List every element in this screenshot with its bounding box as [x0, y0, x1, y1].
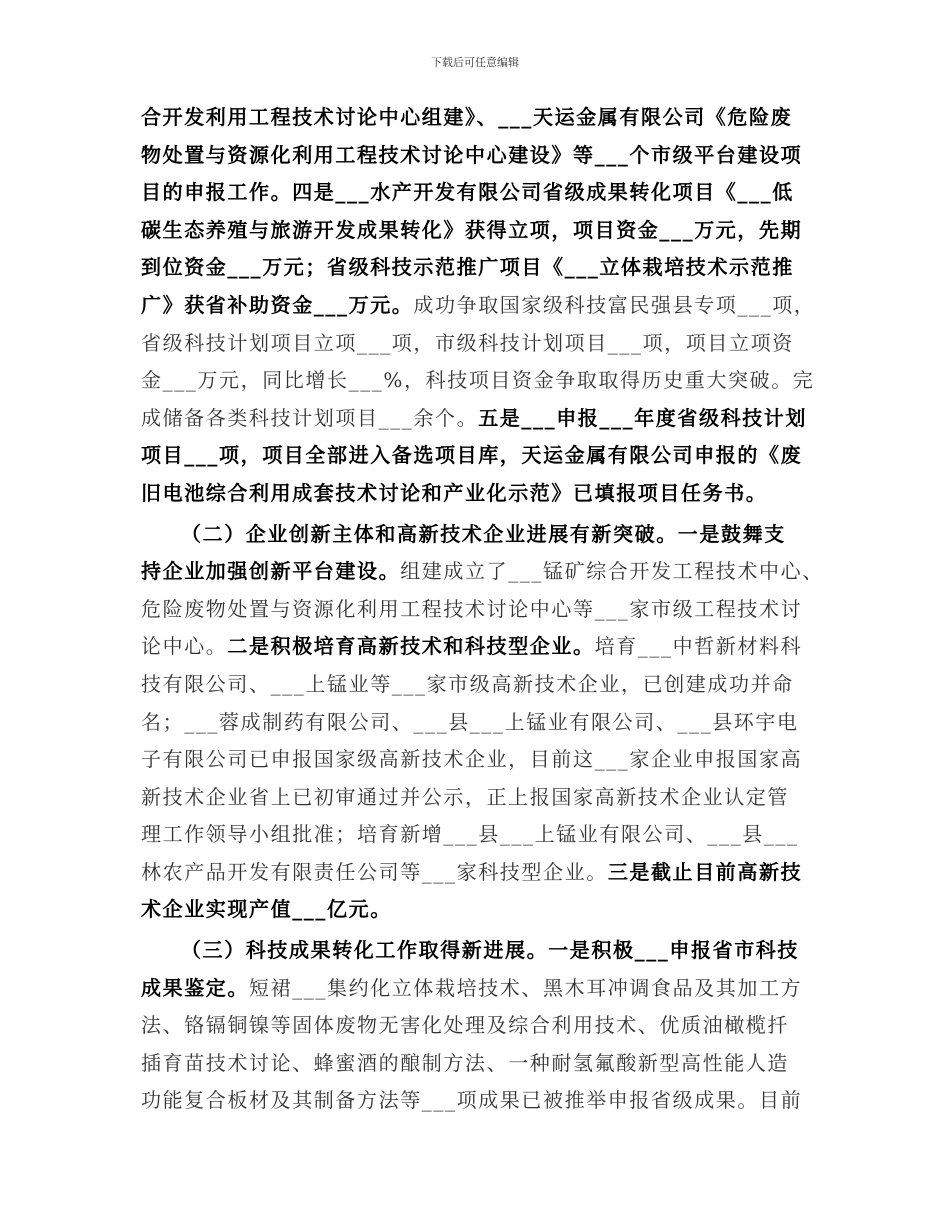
- page-header: 下载后可任意编辑: [431, 56, 519, 69]
- text-run: 省级科技计划项目立项___项，市级科技计划项目___项，项目立项资: [141, 330, 794, 355]
- text-run: 论中心。: [141, 634, 228, 659]
- bold-text-run: 到位资金___万元；省级科技示范推广项目《___立体栽培技术示范推: [141, 255, 794, 280]
- text-run: 法、铬镉铜镍等固体废物无害化处理及综合利用技术、优质油橄榄扦: [141, 1013, 789, 1038]
- text-line: [141, 400, 811, 438]
- bold-text-run: 二是积极培育高新技术和科技型企业。: [227, 634, 595, 659]
- text-run: 插育苗技术讨论、蜂蜜酒的酿制方法、一种耐氢氟酸新型高性能人造: [141, 1050, 789, 1075]
- text-line: [141, 891, 811, 929]
- bold-text-run: 成果鉴定。: [141, 975, 249, 1000]
- text-line: [141, 137, 811, 175]
- text-line: [141, 628, 811, 666]
- bold-text-run: 三是截止目前高新技: [607, 859, 803, 884]
- bold-text-run: 广》获省补助资金___万元。: [141, 292, 414, 317]
- text-run: 名；___蓉成制药有限公司、___县___上锰业有限公司、___县环宇电: [141, 709, 799, 734]
- text-run: 组建成立了___锰矿综合开发工程技术中心、: [400, 559, 824, 584]
- text-line: [141, 174, 811, 212]
- text-line: [141, 553, 824, 591]
- text-run: 林农产品开发有限责任公司等___家科技型企业。: [141, 859, 608, 884]
- document-body: [141, 99, 824, 1120]
- bold-text-run: （二）企业创新主体和高新技术企业进展有新突破。一是鼓舞支: [181, 521, 786, 546]
- text-run: 成储备各类科技计划项目___余个。: [141, 405, 479, 430]
- text-line: [141, 516, 811, 554]
- bold-text-run: 碳生态养殖与旅游开发成果转化》获得立项，项目资金___万元，先期: [141, 217, 803, 242]
- text-line: [141, 666, 811, 704]
- paragraph: [141, 99, 816, 513]
- bold-text-run: （三）科技成果转化工作取得新进展。一是积极___申报省市科技: [181, 938, 799, 963]
- paragraph: [141, 516, 824, 930]
- text-line: [141, 99, 811, 137]
- text-run: 金___万元，同比增长___%，科技项目资金争取取得历史重大突破。完: [141, 368, 815, 393]
- bold-text-run: 五是___申报___年度省级科技计划: [478, 405, 808, 430]
- text-line: [141, 779, 811, 817]
- bold-text-run: 合开发利用工程技术讨论中心组建》、___天运金属有限公司《危险废: [141, 105, 793, 129]
- text-run: 功能复合板材及其制备方法等___项成果已被推举申报省级成果。目前: [141, 1088, 803, 1113]
- text-run: 成功争取国家级科技富民强县专项___项，: [413, 292, 816, 317]
- text-line: [141, 475, 811, 513]
- text-line: [141, 287, 816, 325]
- text-line: [141, 1007, 811, 1045]
- text-line: [141, 437, 811, 475]
- bold-text-run: 旧电池综合利用成套技术讨论和产业化示范》已填报项目任务书。: [141, 480, 768, 505]
- text-line: [141, 704, 811, 742]
- text-line: [141, 212, 811, 250]
- text-run: 新技术企业省上已初审通过并公示，正上报国家高新技术企业认定管: [141, 784, 789, 809]
- paragraph: [141, 932, 811, 1120]
- text-run: 短裙___集约化立体栽培技术、黑木耳冲调食品及其加工方: [249, 975, 803, 1000]
- bold-text-run: 术企业实现产值___亿元。: [141, 897, 392, 922]
- text-line: [141, 1082, 811, 1120]
- text-line: [141, 970, 811, 1008]
- bold-text-run: 物处置与资源化利用工程技术讨论中心建设》等___个市级平台建设项: [141, 142, 803, 167]
- bold-text-run: 目的申报工作。四是___水产开发有限公司省级成果转化项目《___低: [141, 180, 794, 205]
- text-line: [141, 591, 811, 629]
- text-run: 子有限公司已申报国家级高新技术企业，目前这___家企业申报国家高: [141, 747, 803, 772]
- text-run: 培育___中哲新材料科: [594, 634, 803, 659]
- text-run: 技有限公司、___上锰业等___家市级高新技术企业，已创建成功并命: [141, 671, 794, 696]
- text-run: 危险废物处置与资源化利用工程技术讨论中心等___家市级工程技术讨: [141, 596, 803, 621]
- text-line: [141, 325, 811, 363]
- text-line: [141, 741, 811, 779]
- text-line: [141, 854, 811, 892]
- text-line: [141, 249, 811, 287]
- bold-text-run: 持企业加强创新平台建设。: [141, 559, 401, 584]
- text-run: 理工作领导小组批准；培育新增___县___上锰业有限公司、___县___: [141, 822, 799, 847]
- text-line: [141, 932, 811, 970]
- text-line: [141, 362, 815, 400]
- bold-text-run: 项目___项，项目全部进入备选项目库，天运金属有限公司申报的《废: [141, 443, 803, 468]
- text-line: [141, 1045, 811, 1083]
- text-line: [141, 816, 811, 854]
